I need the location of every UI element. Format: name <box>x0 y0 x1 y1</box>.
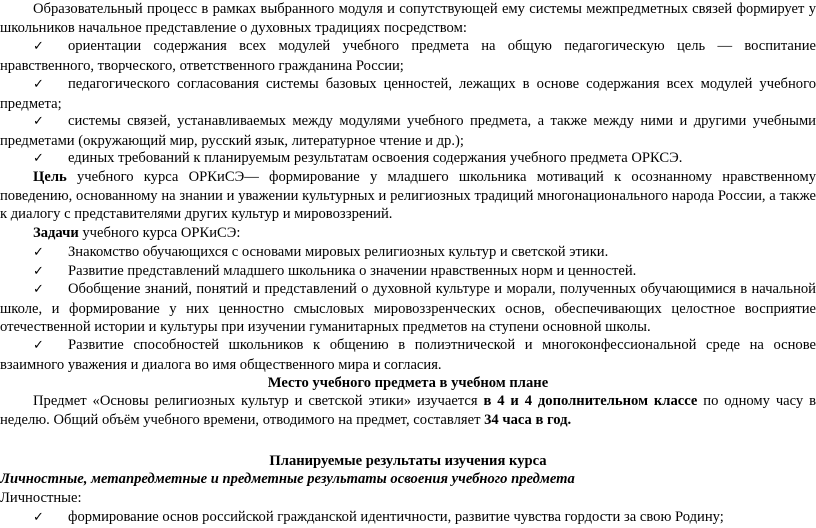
task-item-1-text: Знакомство обучающихся с основами мировых религиозных культур и светской этики. <box>68 244 609 260</box>
check-icon: ✓ <box>33 245 44 260</box>
means-item-4 <box>0 149 816 169</box>
place-paragraph: Предмет «Основы религиозных культур и светской этики» изучается в 4 и 4 дополнительном классе по одному часу в неделю. Общий объём учебного времени, отводимого на предмет, составляет 34 часа в год. <box>0 393 816 428</box>
personal-item-1 <box>0 508 816 528</box>
check-icon: ✓ <box>33 77 44 92</box>
intro-paragraph: Образовательный процесс в рамках выбранного модуля и сопутствующей ему системы межпредметных связей формирует у школьников начальное представление о духовных традициях посредством: <box>0 1 816 36</box>
check-icon: ✓ <box>33 264 44 279</box>
check-icon: ✓ <box>33 151 44 166</box>
task-item-3-text: Обобщение знаний, понятий и представлений о духовной культуре и морали, полученных обучающимися в начальной школе, и формирование у них ценностно смысловых мировоззренческих основ, обеспечивающих целостное восприятие отечественной истории и культуры при изучении гуманитарных предметов на ступени основной школы. <box>0 281 816 336</box>
means-item-4-text: единых требований к планируемым результатам освоения содержания учебного предмета ОРКСЭ. <box>68 150 683 166</box>
results-heading: Планируемые результаты изучения курса <box>269 453 547 469</box>
means-item-2 <box>0 75 816 113</box>
task-item-1 <box>0 243 816 263</box>
means-item-1-text: ориентации содержания всех модулей учебного предмета на общую педагогическую цель — воспитание нравственного, творческого, ответственного гражданина России; <box>0 38 816 74</box>
task-item-3 <box>0 280 816 337</box>
means-item-3-text: системы связей, устанавливаемых между модулями учебного предмета, а также между ними и другими учебными предметами (окружающий мир, русский язык, литературное чтение и др.); <box>0 113 816 149</box>
check-icon: ✓ <box>33 338 44 353</box>
class-emphasis: в 4 и 4 дополнительном классе <box>483 393 698 409</box>
goal-text: учебного курса ОРКиСЭ— формирование у младшего школьника мотиваций к осознанному нравственному поведению, основанному на знании и уважении культурных и религиозных традиций многонационального народа России, а также к диалогу с представителями других культур и мировоззрений. <box>0 169 816 223</box>
means-item-3 <box>0 112 816 150</box>
hours-emphasis: 34 часа в год. <box>484 411 572 428</box>
means-item-1 <box>0 37 816 75</box>
check-icon: ✓ <box>33 114 44 129</box>
tasks-text: учебного курса ОРКиСЭ: <box>78 225 241 241</box>
task-item-4 <box>0 336 816 374</box>
personal-item-1-text: формирование основ российской гражданской идентичности, развитие чувства гордости за свою Родину; <box>68 509 724 525</box>
check-icon: ✓ <box>33 510 44 525</box>
means-item-2-text: педагогического согласования системы базовых ценностей, лежащих в основе содержания всех модулей учебного предмета; <box>0 76 816 112</box>
task-item-2 <box>0 262 816 282</box>
check-icon: ✓ <box>33 282 44 297</box>
goal-paragraph <box>0 168 816 224</box>
goal-label: Цель <box>33 169 67 185</box>
check-icon: ✓ <box>33 39 44 54</box>
task-item-2-text: Развитие представлений младшего школьника о значении нравственных норм и ценностей. <box>68 263 637 279</box>
results-subheading: Личностные, метапредметные и предметные результаты освоения учебного предмета <box>0 471 575 487</box>
tasks-paragraph <box>0 224 816 243</box>
personal-label: Личностные: <box>0 490 82 506</box>
place-heading: Место учебного предмета в учебном плане <box>267 375 549 391</box>
tasks-label: Задачи <box>33 225 79 241</box>
task-item-4-text: Развитие способностей школьников к общению в полиэтнической и многоконфессиональной среде на основе взаимного уважения и диалога во имя общественного мира и согласия. <box>0 337 816 373</box>
